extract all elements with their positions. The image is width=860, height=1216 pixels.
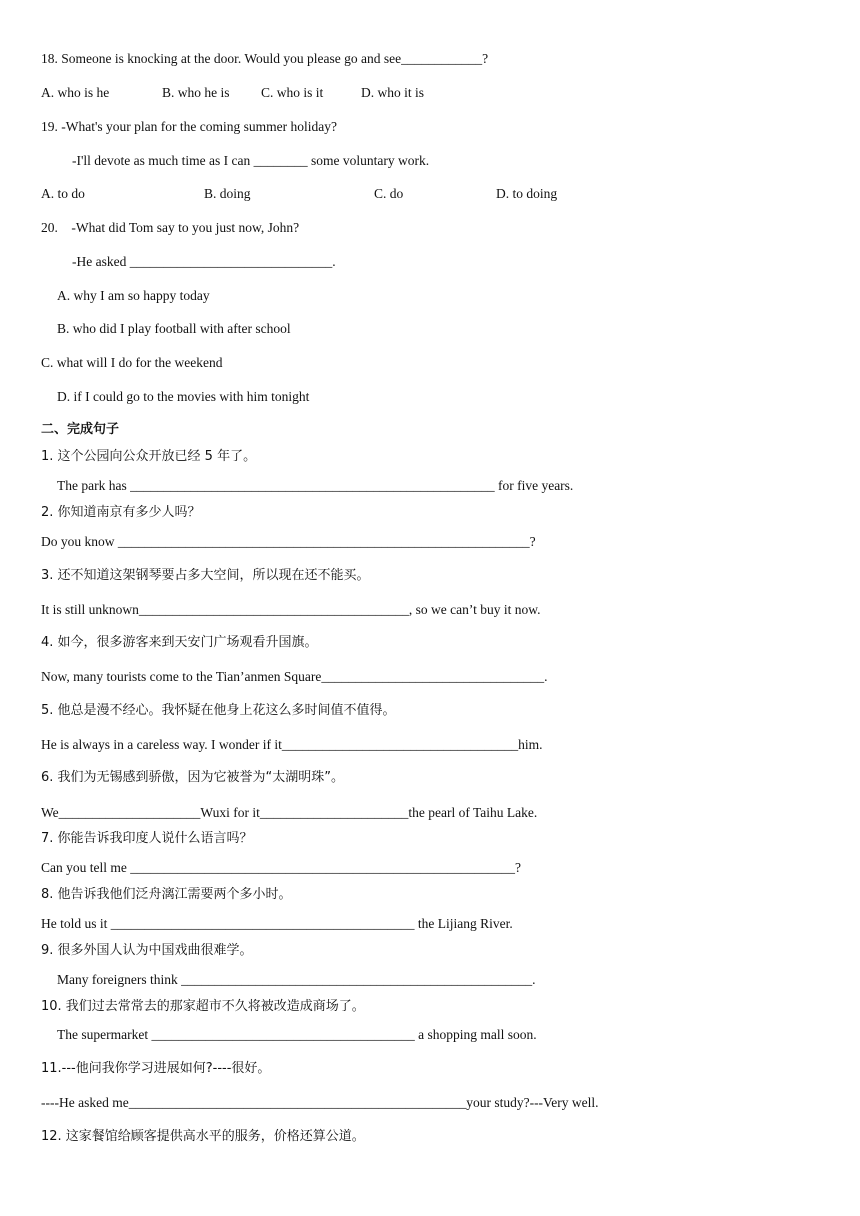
q19-option-c: C. do xyxy=(374,186,404,201)
item-10-blank: The supermarket _______________________________________ a shopping mall soon. xyxy=(57,1027,537,1042)
item-5-prompt: 5. 他总是漫不经心。我怀疑在他身上花这么多时间值不值得。 xyxy=(41,703,396,718)
item-10-prompt: 10. 我们过去常常去的那家超市不久将被改造成商场了。 xyxy=(41,999,365,1014)
item-11-prompt: 11.---他问我你学习进展如何?----很好。 xyxy=(41,1061,271,1076)
item-7-prompt: 7. 你能告诉我印度人说什么语言吗？ xyxy=(41,831,253,846)
item-12-prompt: 12. 这家餐馆给顾客提供高水平的服务，价格还算公道。 xyxy=(41,1129,365,1144)
q20-option-a: A. why I am so happy today xyxy=(57,288,210,303)
q19-option-a: A. to do xyxy=(41,186,85,201)
item-3-blank: It is still unknown________________________________________, so we can’t buy it now. xyxy=(41,602,541,617)
item-6-blank: We_____________________Wuxi for it______________________the pearl of Taihu Lake. xyxy=(41,805,538,820)
question-20: 20. -What did Tom say to you just now, John? xyxy=(41,220,300,235)
item-9-blank: Many foreigners think ____________________________________________________. xyxy=(57,972,536,987)
q20-option-d: D. if I could go to the movies with him tonight xyxy=(57,389,310,404)
q18-option-d: D. who it is xyxy=(361,85,425,100)
section-heading: 二、完成句子 xyxy=(41,422,120,437)
item-2-prompt: 2. 你知道南京有多少人吗？ xyxy=(41,505,201,520)
item-6-prompt: 6. 我们为无锡感到骄傲，因为它被誉为“太湖明珠”。 xyxy=(41,770,345,785)
question-19-answer-line: -I'll devote as much time as I can ________ some voluntary work. xyxy=(72,153,430,168)
q20-option-b: B. who did I play football with after school xyxy=(57,321,291,336)
q18-option-a: A. who is he xyxy=(41,85,110,100)
q18-option-b: B. who he is xyxy=(162,85,230,100)
item-4-blank: Now, many tourists come to the Tian’anmen Square_________________________________. xyxy=(41,669,548,684)
question-20-answer-line: -He asked ______________________________. xyxy=(72,254,336,269)
item-1-blank: The park has ______________________________________________________ for five years. xyxy=(57,478,574,493)
item-9-prompt: 9. 很多外国人认为中国戏曲很难学。 xyxy=(41,943,253,958)
q18-option-c: C. who is it xyxy=(261,85,324,100)
q19-option-b: B. doing xyxy=(204,186,251,201)
item-3-prompt: 3. 还不知道这架钢琴要占多大空间，所以现在还不能买。 xyxy=(41,568,370,583)
item-11-blank: ----He asked me__________________________________________________your study?---Very well. xyxy=(41,1095,599,1110)
item-7-blank: Can you tell me _________________________________________________________? xyxy=(41,860,521,875)
item-1-prompt: 1. 这个公园向公众开放已经 5 年了。 xyxy=(41,449,257,464)
item-8-prompt: 8. 他告诉我他们泛舟漓江需要两个多小时。 xyxy=(41,887,292,902)
item-5-blank: He is always in a careless way. I wonder if it___________________________________him. xyxy=(41,737,543,752)
q20-option-c: C. what will I do for the weekend xyxy=(41,355,223,370)
item-8-blank: He told us it _____________________________________________ the Lijiang River. xyxy=(41,916,513,931)
item-2-blank: Do you know _____________________________________________________________? xyxy=(41,534,536,549)
item-4-prompt: 4. 如今，很多游客来到天安门广场观看升国旗。 xyxy=(41,635,318,650)
question-19: 19. -What's your plan for the coming summer holiday? xyxy=(41,119,337,134)
question-18: 18. Someone is knocking at the door. Would you please go and see____________? xyxy=(41,51,489,66)
q19-option-d: D. to doing xyxy=(496,186,558,201)
